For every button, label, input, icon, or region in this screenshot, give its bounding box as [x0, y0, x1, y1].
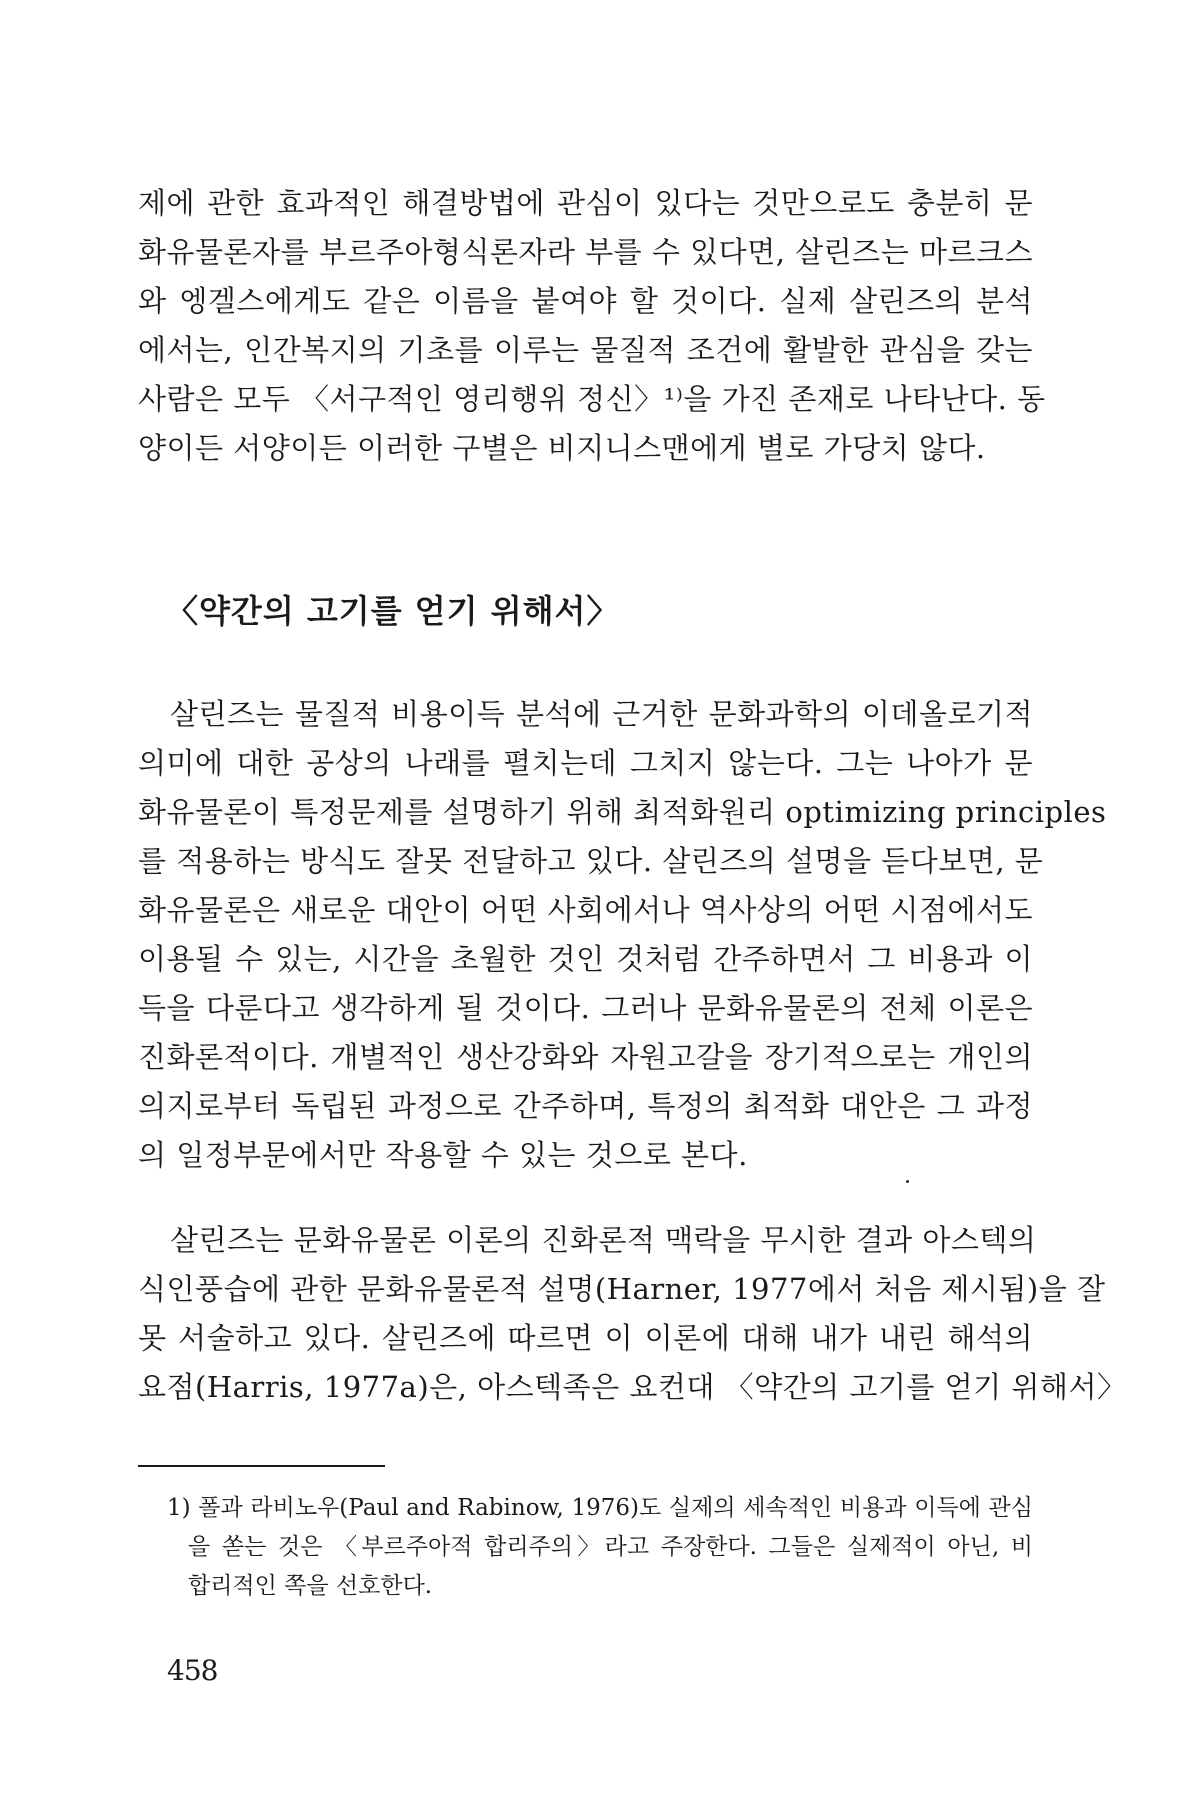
- footnote-line: 합리적인 쪽을 선호한다.: [188, 1573, 433, 1599]
- paragraph-3: [138, 1223, 1127, 1404]
- paragraph-line: 식인풍습에 관한 문화유물론적 설명(Harner, 1977에서 처음 제시됨)을 잘: [138, 1272, 1106, 1306]
- paragraph-line: 제에 관한 효과적인 해결방법에 관심이 있다는 것만으로도 충분히 문: [138, 186, 1033, 220]
- page-number: 458: [167, 1654, 218, 1687]
- footnote-line: 을 쏟는 것은 〈부르주아적 합리주의〉라고 주장한다. 그들은 실제적이 아닌, 비: [188, 1534, 1033, 1560]
- paragraph-line: 에서는, 인간복지의 기초를 이루는 물질적 조건에 활발한 관심을 갖는: [138, 333, 1033, 367]
- footnote-separator: [138, 1465, 385, 1467]
- paragraph-line: 요점(Harris, 1977a)은, 아스텍족은 요컨대 〈약간의 고기를 얻기 위해서〉: [138, 1370, 1127, 1404]
- paragraph-line: 이용될 수 있는, 시간을 초월한 것인 것처럼 간주하면서 그 비용과 이: [138, 942, 1033, 976]
- section-heading: 〈약간의 고기를 얻기 위해서〉: [166, 592, 620, 630]
- paragraph-line: 화유물론은 새로운 대안이 어떤 사회에서나 역사상의 어떤 시점에서도: [138, 893, 1033, 927]
- paragraph-line: 못 서술하고 있다. 살린즈에 따르면 이 이론에 대해 내가 내린 해석의: [138, 1321, 1033, 1355]
- paragraph-1: [138, 186, 1046, 465]
- paragraph-line: 화유물론이 특정문제를 설명하기 위해 최적화원리 optimizing principles: [138, 795, 1107, 829]
- paragraph-line: 진화론적이다. 개별적인 생산강화와 자원고갈을 장기적으로는 개인의: [138, 1040, 1033, 1074]
- paragraph-line: 와 엥겔스에게도 같은 이름을 붙여야 할 것이다. 실제 살린즈의 분석: [138, 284, 1033, 318]
- paragraph-line: 살린즈는 물질적 비용이득 분석에 근거한 문화과학의 이데올로기적: [170, 697, 1033, 731]
- paragraph-line: 화유물론자를 부르주아형식론자라 부를 수 있다면, 살린즈는 마르크스: [138, 235, 1033, 269]
- paragraph-line: 의 일정부문에서만 작용할 수 있는 것으로 본다.: [138, 1138, 748, 1172]
- print-speck: [906, 1180, 909, 1183]
- footnote-line: 1) 폴과 라비노우(Paul and Rabinow, 1976)도 실제의 세속적인 비용과 이득에 관심: [167, 1495, 1033, 1521]
- footnote: [167, 1497, 1033, 1598]
- paragraph-line: 득을 다룬다고 생각하게 될 것이다. 그러나 문화유물론의 전체 이론은: [138, 991, 1033, 1025]
- paragraph-line: 의미에 대한 공상의 나래를 펼치는데 그치지 않는다. 그는 나아가 문: [138, 746, 1033, 780]
- paragraph-2: [138, 697, 1107, 1172]
- paragraph-line: 양이든 서양이든 이러한 구별은 비지니스맨에게 별로 가당치 않다.: [138, 431, 986, 465]
- paragraph-line: 사람은 모두 〈서구적인 영리행위 정신〉¹⁾을 가진 존재로 나타난다. 동: [138, 382, 1046, 416]
- paragraph-line: 를 적용하는 방식도 잘못 전달하고 있다. 살린즈의 설명을 듣다보면, 문: [138, 844, 1044, 878]
- paragraph-line: 살린즈는 문화유물론 이론의 진화론적 맥락을 무시한 결과 아스텍의: [170, 1223, 1037, 1257]
- paragraph-line: 의지로부터 독립된 과정으로 간주하며, 특정의 최적화 대안은 그 과정: [138, 1089, 1033, 1123]
